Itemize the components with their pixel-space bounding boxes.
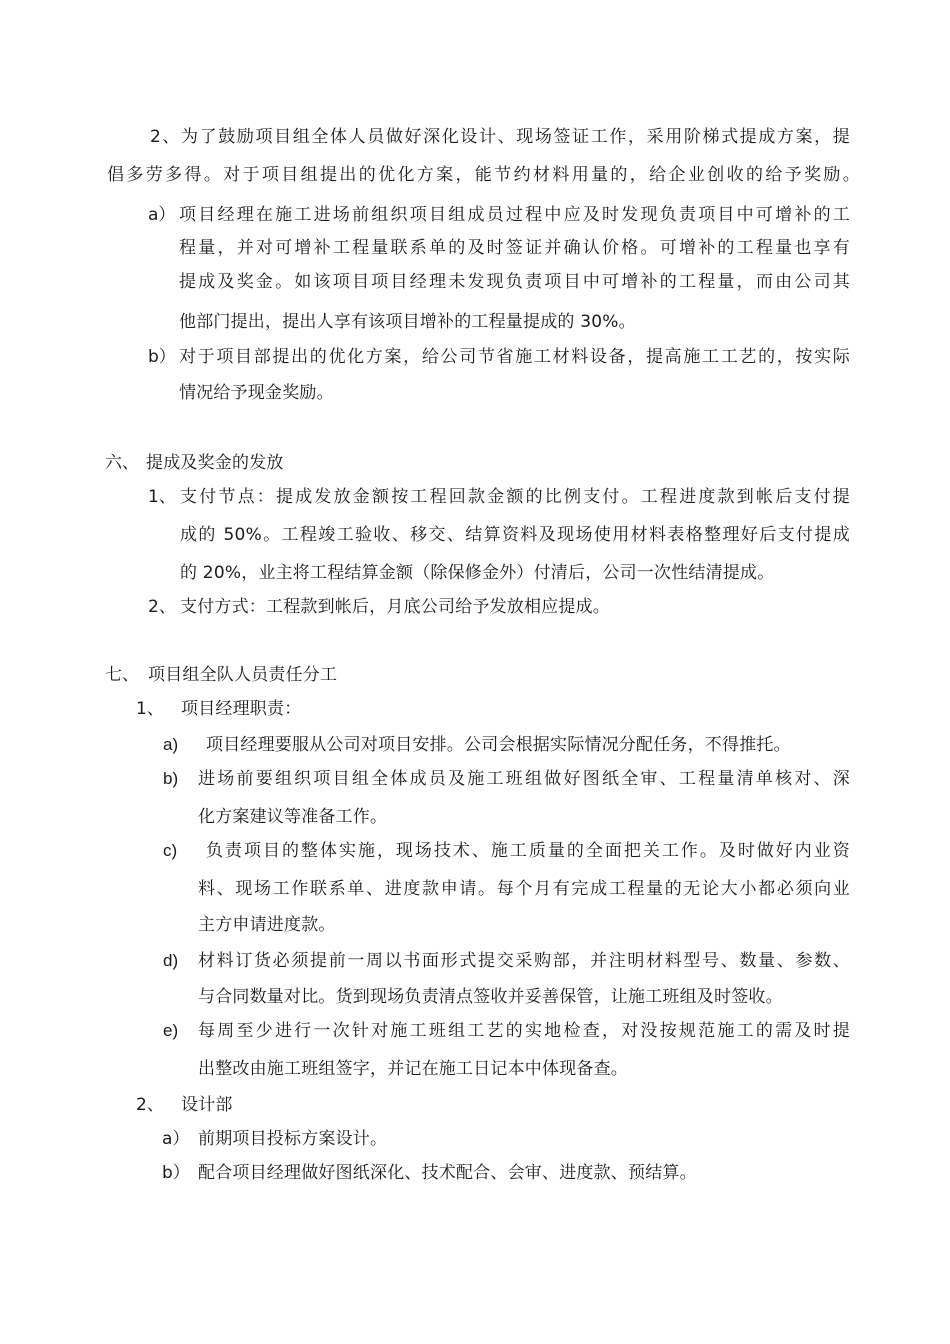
list-item-line: 主方申请进度款。 [198, 915, 336, 935]
list-item-line: 的 20%，业主将工程结算金额（除保修金外）付清后，公司一次性结清提成。 [180, 563, 775, 583]
list-item-line: 情况给予现金奖励。 [179, 383, 334, 403]
list-item-line: 他部门提出，提出人享有该项目增补的工程量提成的 30%。 [179, 312, 636, 332]
subsection-number: 2、 [136, 1095, 164, 1115]
list-marker: a） [148, 205, 176, 225]
list-marker: 1、 [148, 487, 176, 507]
list-marker: d) [163, 951, 179, 970]
list-item-line: 项目经理在施工进场前组织项目组成员过程中应及时发现负责项目中可增补的工 [179, 205, 850, 225]
section-number: 七、 [105, 665, 139, 685]
section-heading: 提成及奖金的发放 [146, 453, 284, 473]
list-item-line: 提成及奖金。如该项目项目经理未发现负责项目中可增补的工程量，而由公司其 [179, 272, 850, 292]
list-item-line: 料、现场工作联系单、进度款申请。每个月有完成工程量的无论大小都必须向业 [198, 879, 850, 899]
list-item-line: 进场前要组织项目组全体成员及施工班组做好图纸全审、工程量清单核对、深 [198, 769, 850, 789]
subsection-number: 1、 [136, 699, 164, 719]
list-item-line: 每周至少进行一次针对施工班组工艺的实地检查，对没按规范施工的需及时提 [198, 1021, 850, 1041]
section-number: 六、 [105, 453, 139, 473]
subsection-title: 设计部 [181, 1095, 233, 1115]
list-item-line: 负责项目的整体实施，现场技术、施工质量的全面把关工作。及时做好内业资 [206, 841, 850, 861]
list-item-line: 前期项目投标方案设计。 [198, 1129, 388, 1149]
list-item-line: 出整改由施工班组签字，并记在施工日记本中体现备查。 [198, 1059, 628, 1079]
list-marker: a） [162, 1129, 190, 1149]
list-item-line: 程量，并对可增补工程量联系单的及时签证并确认价格。可增补的工程量也享有 [179, 238, 850, 258]
list-item-line: 化方案建议等准备工作。 [198, 807, 388, 827]
list-marker: a) [163, 735, 179, 754]
list-item-line: 对于项目部提出的优化方案，给公司节省施工材料设备，提高施工工艺的，按实际 [179, 347, 850, 367]
list-marker: 2、 [148, 597, 176, 617]
list-item-line: 支付方式：工程款到帐后，月底公司给予发放相应提成。 [180, 597, 610, 617]
list-marker: c) [163, 841, 178, 860]
list-marker: b） [148, 347, 176, 367]
subsection-title: 项目经理职责： [181, 699, 302, 719]
list-item-line: 项目经理要服从公司对项目安排。公司会根据实际情况分配任务，不得推托。 [206, 735, 791, 755]
list-item-line: 材料订货必须提前一周以书面形式提交采购部，并注明材料型号、数量、参数、 [198, 951, 850, 971]
list-marker: b) [163, 769, 179, 788]
list-marker: b） [162, 1163, 190, 1183]
list-item-line: 支付节点：提成发放金额按工程回款金额的比例支付。工程进度款到帐后支付提 [180, 487, 850, 507]
paragraph-line: 倡多劳多得。对于项目组提出的优化方案，能节约材料用量的，给企业创收的给予奖励。 [107, 165, 860, 185]
list-item-line: 成的 50%。工程竣工验收、移交、结算资料及现场使用材料表格整理好后支付提成 [180, 525, 850, 545]
list-marker: e) [163, 1021, 179, 1040]
list-item-line: 与合同数量对比。货到现场负责清点签收并妥善保管，让施工班组及时签收。 [198, 987, 783, 1007]
list-item-line: 配合项目经理做好图纸深化、技术配合、会审、进度款、预结算。 [198, 1163, 697, 1183]
paragraph-line: 2、为了鼓励项目组全体人员做好深化设计、现场签证工作，采用阶梯式提成方案，提 [150, 127, 850, 147]
section-heading: 项目组全队人员责任分工 [148, 665, 338, 685]
